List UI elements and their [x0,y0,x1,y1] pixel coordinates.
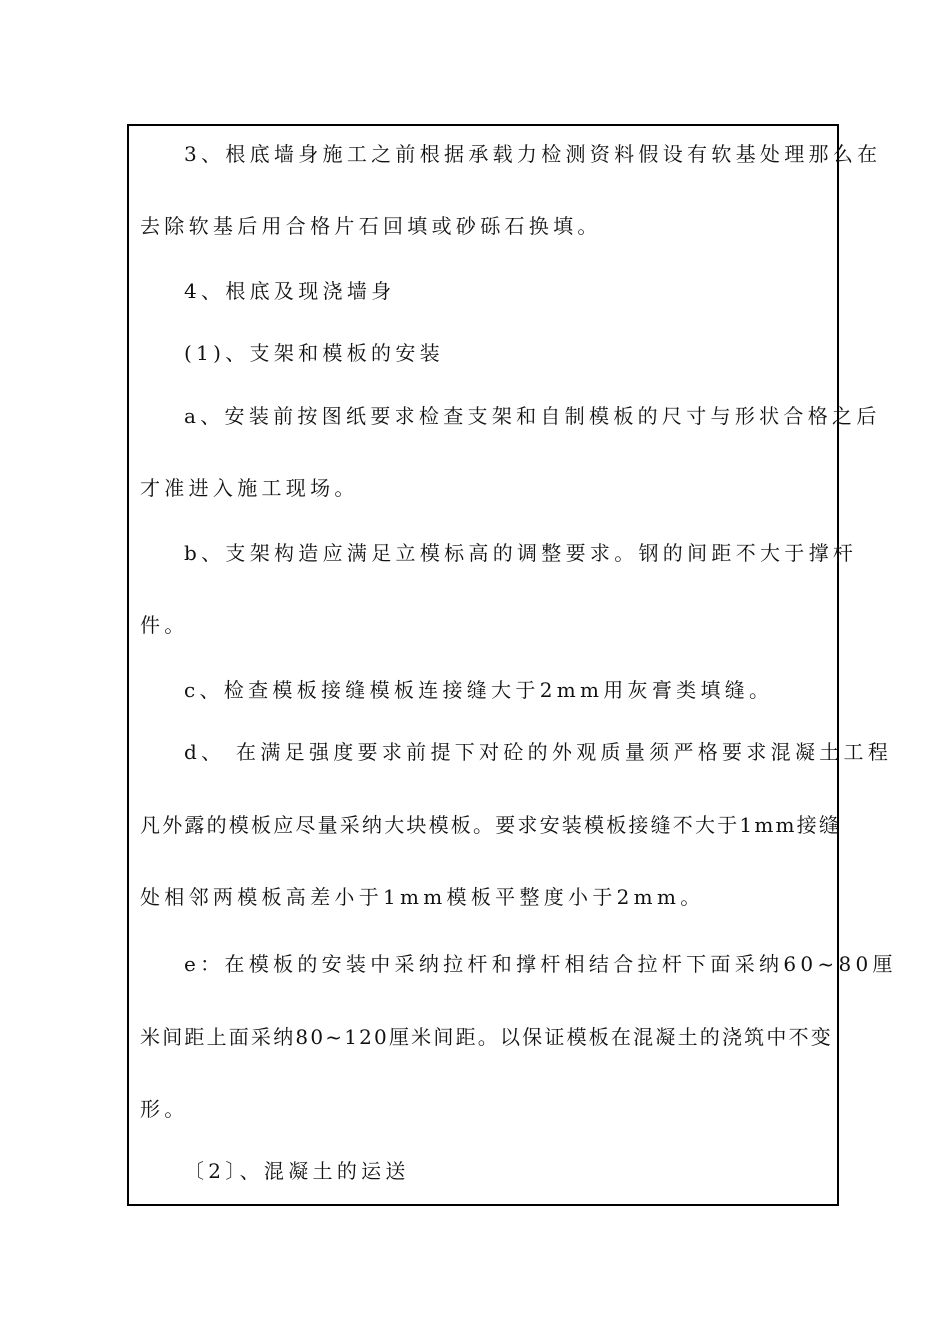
text-line-11: 凡外露的模板应尽量采纳大块模板。要求安装模板接缝不大于1mm接缝 [140,813,842,837]
text-line-10: d、 在满足强度要求前提下对砼的外观质量须严格要求混凝土工程 [184,740,893,764]
text-line-2: 去除软基后用合格片石回填或砂砾石换填。 [140,214,602,238]
text-line-16: 〔2〕、混凝土的运送 [184,1159,410,1183]
document-frame [127,124,897,1206]
text-line-15: 形。 [140,1097,189,1121]
text-line-7: b、支架构造应满足立模标高的调整要求。钢的间距不大于撑杆 [184,541,858,565]
text-line-1: 3、根底墙身施工之前根据承载力检测资料假设有软基处理那么在 [184,142,882,166]
text-line-4: (1)、支架和模板的安装 [184,341,444,365]
text-line-5: a、安装前按图纸要求检查支架和自制模板的尺寸与形状合格之后 [184,404,881,428]
text-line-13: e：在模板的安装中采纳拉杆和撑杆相结合拉杆下面采纳60~80厘 [184,952,897,976]
text-line-3: 4、根底及现浇墙身 [184,279,396,303]
text-line-9: c、检查模板接缝模板连接缝大于2mm用灰膏类填缝。 [184,678,774,702]
text-line-14: 米间距上面采纳80~120厘米间距。以保证模板在混凝土的浇筑中不变 [140,1025,833,1049]
text-line-6: 才准进入施工现场。 [140,476,359,500]
text-line-8: 件。 [140,613,189,637]
text-line-12: 处相邻两模板高差小于1mm模板平整度小于2mm。 [140,885,705,909]
